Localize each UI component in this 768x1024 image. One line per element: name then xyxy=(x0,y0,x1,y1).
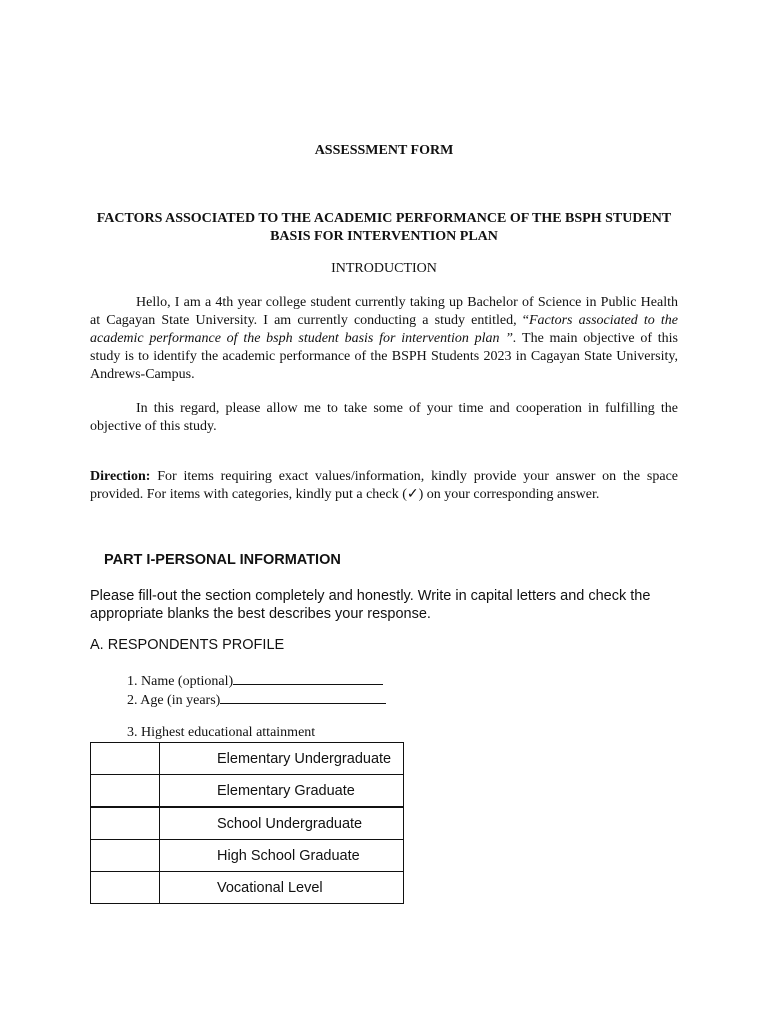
education-option-label: Elementary Undergraduate xyxy=(160,743,404,775)
education-option-row xyxy=(91,807,404,840)
respondents-profile-heading: A. RESPONDENTS PROFILE xyxy=(90,637,285,653)
education-checkbox-cell[interactable] xyxy=(91,840,160,872)
education-option-row xyxy=(91,775,404,808)
education-option-row xyxy=(91,840,404,872)
intro-text-start: Hello, I am a 4th year college student currently taking up Bachelor of Science in Public Health at Cagayan State University. I am currently conducting a study entitled, “ xyxy=(90,295,678,328)
education-checkbox-cell[interactable] xyxy=(91,807,160,840)
direction-paragraph xyxy=(90,468,678,504)
education-option-row xyxy=(91,743,404,775)
age-answer-blank[interactable] xyxy=(220,690,386,704)
question-education: 3. Highest educational attainment xyxy=(127,725,316,740)
introduction-paragraph-2 xyxy=(90,400,678,436)
study-title-italic: Factors associated to the academic performance of the bsph student basis for intervention plan ”. xyxy=(90,313,678,346)
question-age xyxy=(127,690,386,709)
question-name-label: 1. Name (optional) xyxy=(127,674,234,689)
intro-text-end: The main objective of this study is to identify the academic performance of the BSPH Students 2023 in Cagayan State University, Andrews-Campus. xyxy=(90,331,678,382)
part-1-heading: PART I-PERSONAL INFORMATION xyxy=(104,552,341,568)
introduction-paragraph-1 xyxy=(90,294,678,384)
direction-label: Direction: xyxy=(90,469,151,484)
part-1-instructions: Please fill-out the section completely and honestly. Write in capital letters and check the appropriate blanks the best describes your response. xyxy=(90,588,651,622)
question-name xyxy=(127,671,383,690)
education-option-label: Elementary Graduate xyxy=(160,775,404,808)
introduction-heading: INTRODUCTION xyxy=(331,261,437,276)
direction-text: For items requiring exact values/information, kindly provide your answer on the space provided. For items with categories, kindly put a check (✓) on your corresponding answer. xyxy=(90,469,678,502)
education-checkbox-cell[interactable] xyxy=(91,743,160,775)
education-option-label: School Undergraduate xyxy=(160,807,404,840)
question-age-label: 2. Age (in years) xyxy=(127,693,221,708)
study-title: FACTORS ASSOCIATED TO THE ACADEMIC PERFORMANCE OF THE BSPH STUDENT BASIS FOR INTERVENTION PLAN xyxy=(96,211,672,244)
education-option-label: High School Graduate xyxy=(160,840,404,872)
intro-p2-text: In this regard, please allow me to take some of your time and cooperation in fulfilling the objective of this study. xyxy=(90,401,678,434)
education-option-row xyxy=(91,872,404,904)
education-checkbox-cell[interactable] xyxy=(91,775,160,808)
education-options-table xyxy=(90,742,404,904)
education-checkbox-cell[interactable] xyxy=(91,872,160,904)
form-title: ASSESSMENT FORM xyxy=(314,143,454,158)
name-answer-blank[interactable] xyxy=(233,671,383,685)
education-option-label: Vocational Level xyxy=(160,872,404,904)
